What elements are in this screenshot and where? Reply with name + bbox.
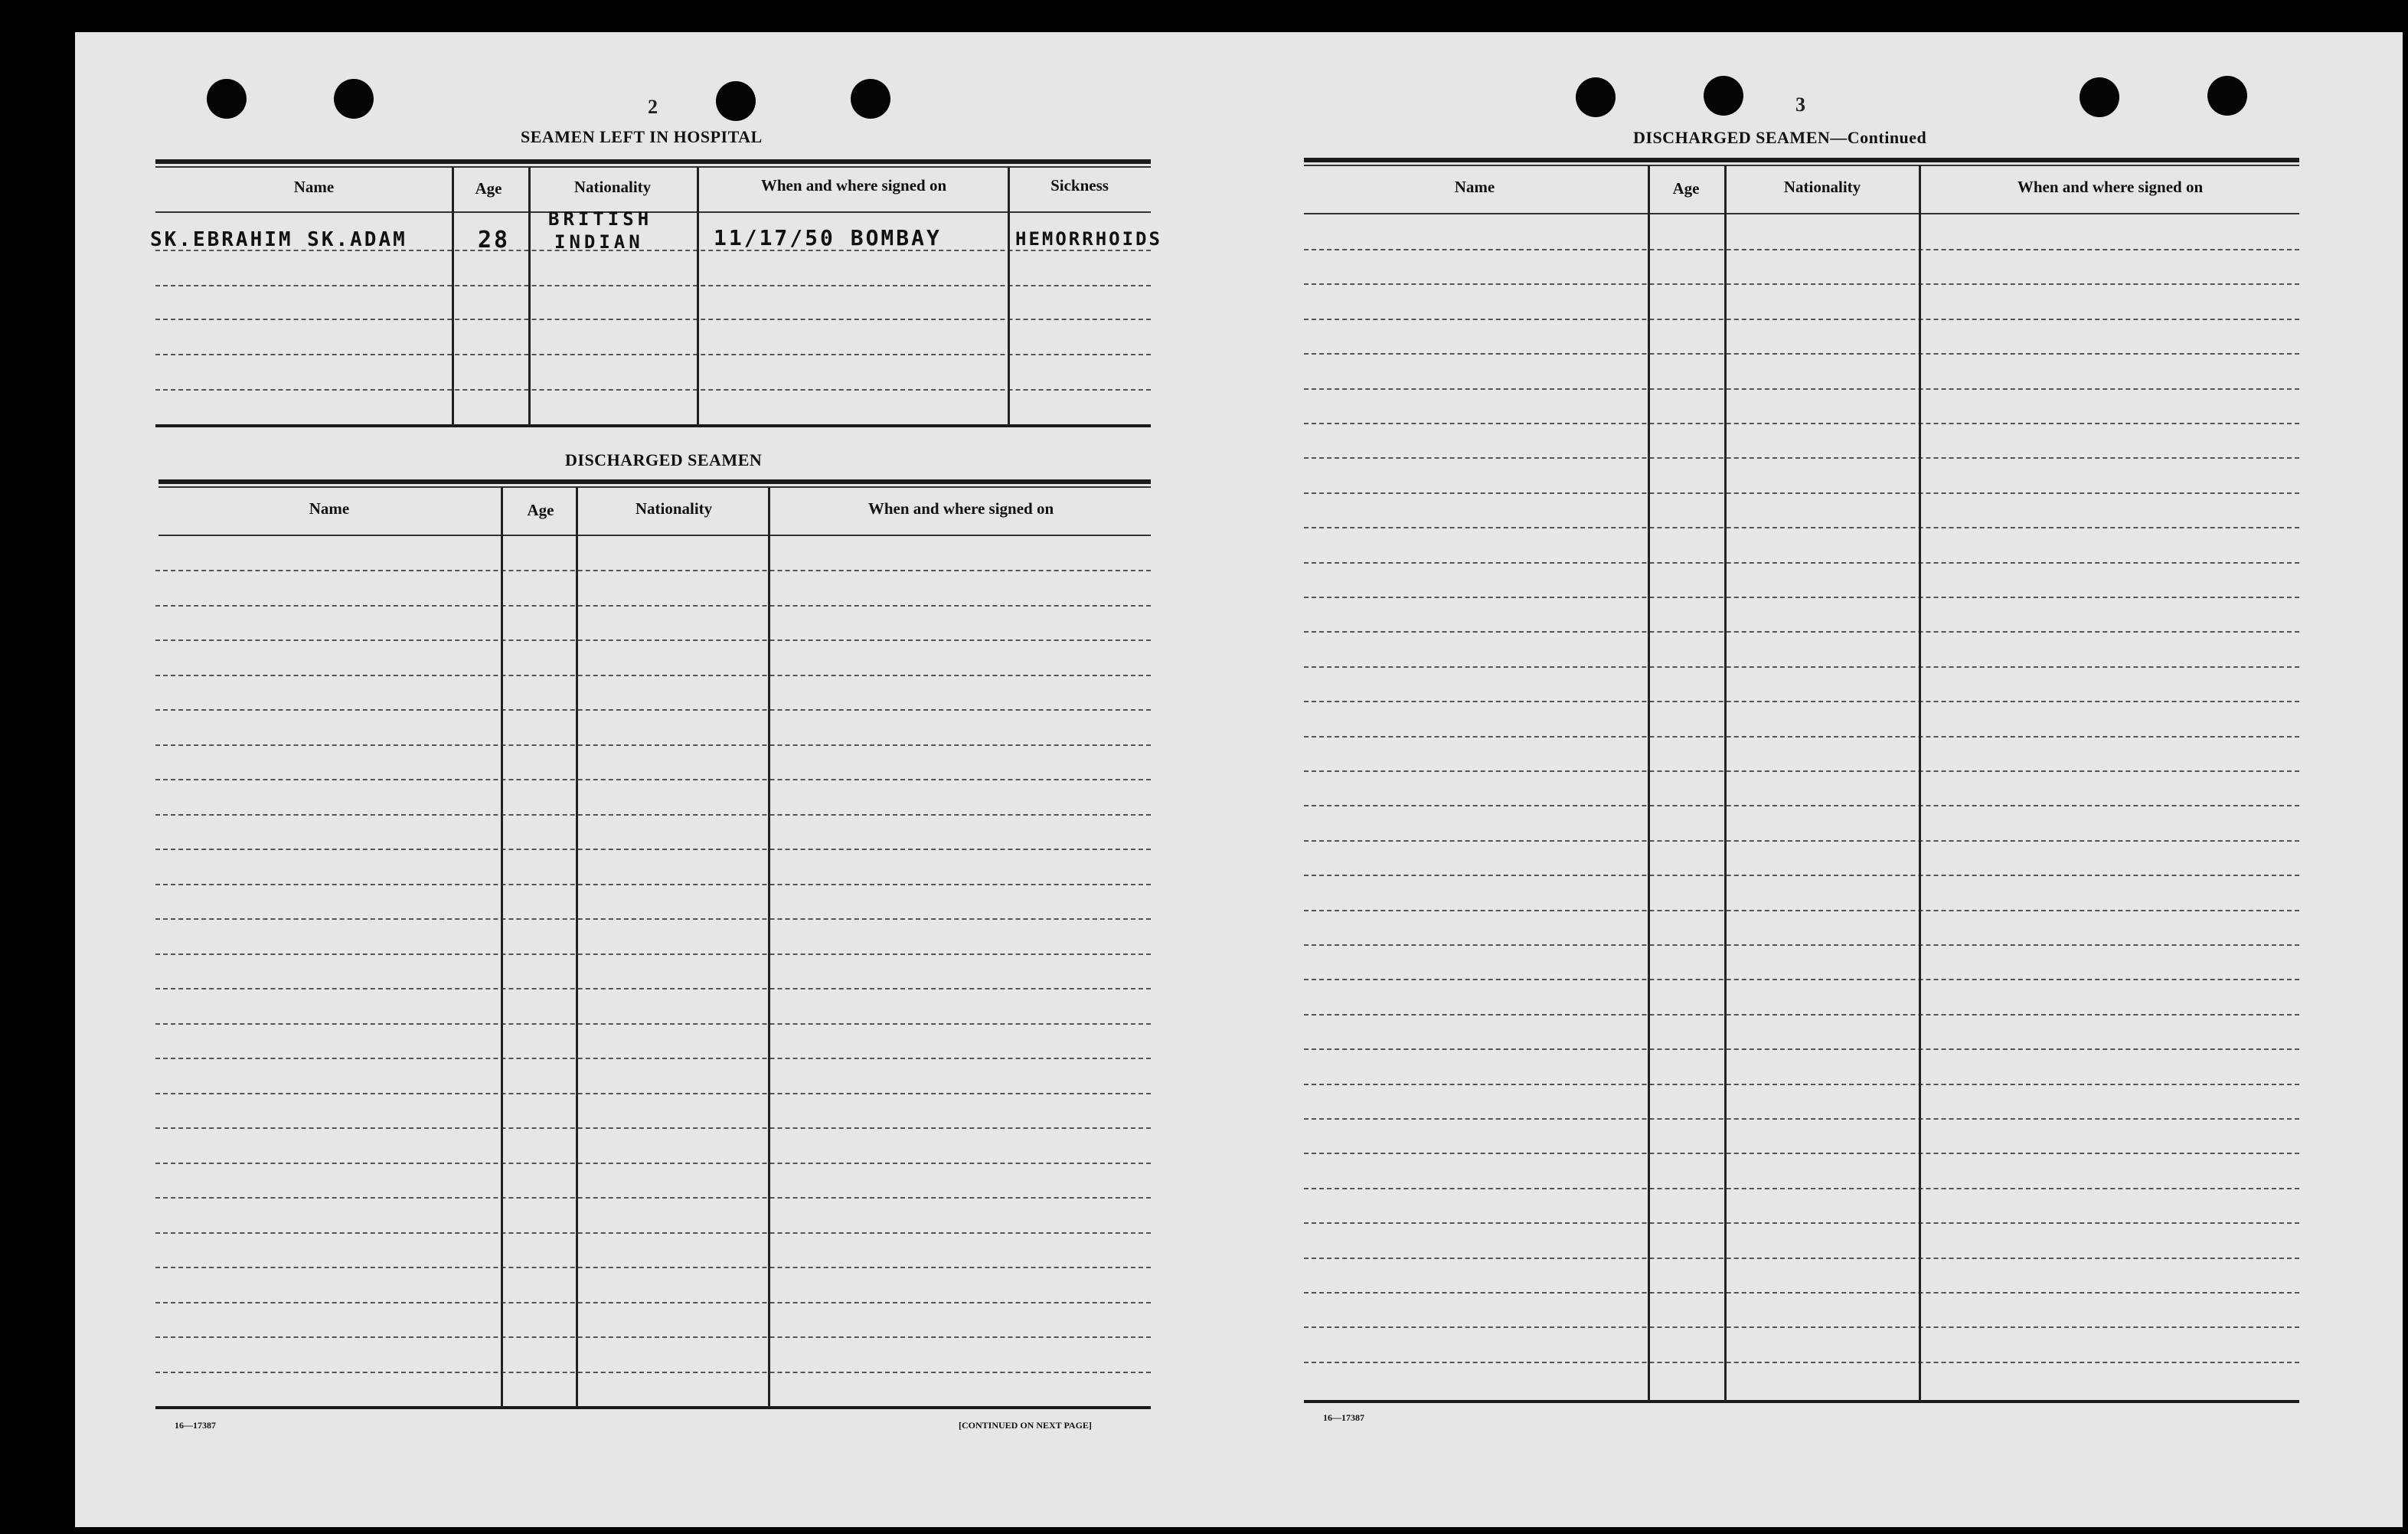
- table-row-line: [1304, 283, 2299, 285]
- hospital-table-top-rule-2: [155, 166, 1151, 168]
- table-row-line: [155, 1197, 1151, 1199]
- table-row-line: [155, 988, 1151, 989]
- table-row-line: [1304, 666, 2299, 668]
- table-row-line: [155, 1336, 1151, 1338]
- table-row-line: [155, 884, 1151, 885]
- discharged-right-header-signed-on: When and where signed on: [2017, 178, 2204, 196]
- discharged-left-col-divider: [576, 487, 578, 1408]
- page-number-right: 3: [1795, 93, 1805, 116]
- table-row-line: [1304, 423, 2299, 424]
- table-row-line: [1304, 736, 2299, 738]
- table-row-line: [155, 605, 1151, 607]
- hospital-row-line: [155, 319, 1151, 320]
- discharged-right-header-nationality: Nationality: [1783, 178, 1861, 196]
- table-row-line: [1304, 1118, 2299, 1120]
- discharged-right-bottom-rule: [1304, 1400, 2299, 1403]
- discharged-section-title-right: DISCHARGED SEAMEN—Continued: [1633, 128, 1927, 147]
- table-row-line: [1304, 770, 2299, 772]
- punch-hole: [1576, 77, 1616, 117]
- table-row-line: [1304, 944, 2299, 946]
- hospital-col-divider: [697, 167, 699, 426]
- page-number-left: 2: [648, 96, 658, 118]
- discharged-left-top-rule-2: [158, 486, 1151, 488]
- punch-hole: [1704, 76, 1743, 116]
- punch-hole: [2207, 76, 2247, 116]
- discharged-right-header-underline: [1304, 213, 2299, 214]
- table-row-line: [1304, 805, 2299, 806]
- table-row-line: [1304, 492, 2299, 494]
- table-row-line: [155, 709, 1151, 711]
- hospital-header-age: Age: [475, 179, 502, 198]
- table-row-line: [1304, 388, 2299, 390]
- table-row-line: [155, 1267, 1151, 1268]
- discharged-left-header-signed-on: When and where signed on: [867, 499, 1054, 518]
- discharged-right-col-divider: [1648, 165, 1650, 1402]
- table-row-line: [1304, 319, 2299, 320]
- discharged-left-header-name: Name: [309, 499, 350, 518]
- hospital-entry-name: SK.EBRAHIM SK.ADAM: [150, 228, 407, 251]
- discharged-right-header-age: Age: [1672, 179, 1700, 198]
- hospital-row-line: [155, 354, 1151, 355]
- table-row-line: [1304, 1222, 2299, 1224]
- hospital-entry-nationality-1: BRITISH: [548, 208, 653, 230]
- punch-hole: [716, 81, 756, 121]
- hospital-col-divider: [1008, 167, 1010, 426]
- table-row-line: [1304, 562, 2299, 564]
- discharged-right-top-rule: [1304, 158, 2299, 162]
- table-row-line: [1304, 910, 2299, 911]
- hospital-header-nationality: Nationality: [573, 178, 652, 196]
- hospital-section-title: SEAMEN LEFT IN HOSPITAL: [521, 127, 763, 146]
- hospital-header-underline: [155, 211, 1151, 213]
- table-row-line: [1304, 1048, 2299, 1050]
- table-row-line: [155, 570, 1151, 571]
- table-row-line: [1304, 249, 2299, 250]
- table-row-line: [155, 639, 1151, 641]
- hospital-entry-sickness: HEMORRHOIDS: [1015, 228, 1162, 250]
- discharged-left-top-rule: [158, 479, 1151, 484]
- table-row-line: [155, 779, 1151, 780]
- table-row-line: [155, 1093, 1151, 1094]
- footer-continued-note: [CONTINUED ON NEXT PAGE]: [959, 1420, 1092, 1431]
- table-row-line: [155, 814, 1151, 816]
- table-row-line: [155, 1023, 1151, 1025]
- table-row-line: [155, 918, 1151, 920]
- footer-code-right: 16—17387: [1323, 1412, 1364, 1423]
- table-row-line: [1304, 875, 2299, 876]
- discharged-left-header-age: Age: [527, 501, 554, 519]
- hospital-header-name: Name: [293, 178, 335, 196]
- table-row-line: [1304, 1188, 2299, 1189]
- hospital-table-top-rule: [155, 159, 1151, 164]
- table-row-line: [155, 1232, 1151, 1234]
- table-row-line: [155, 1302, 1151, 1303]
- table-row-line: [1304, 1326, 2299, 1328]
- hospital-col-divider: [528, 167, 531, 426]
- table-row-line: [1304, 457, 2299, 459]
- table-row-line: [1304, 979, 2299, 980]
- discharged-left-header-underline: [158, 535, 1151, 536]
- table-row-line: [155, 1058, 1151, 1059]
- discharged-right-top-rule-2: [1304, 165, 2299, 166]
- punch-hole: [2080, 77, 2119, 117]
- hospital-row-line: [155, 389, 1151, 391]
- table-row-line: [1304, 1084, 2299, 1085]
- table-row-line: [1304, 1153, 2299, 1154]
- discharged-left-col-divider: [768, 487, 770, 1408]
- table-row-line: [155, 1163, 1151, 1164]
- hospital-row-line: [155, 285, 1151, 286]
- punch-hole: [207, 79, 247, 119]
- table-row-line: [1304, 701, 2299, 702]
- table-row-line: [1304, 1014, 2299, 1016]
- hospital-col-divider: [452, 167, 454, 426]
- table-row-line: [1304, 527, 2299, 528]
- discharged-left-col-divider: [501, 487, 503, 1408]
- discharged-right-header-name: Name: [1454, 178, 1495, 196]
- table-row-line: [1304, 1362, 2299, 1363]
- footer-code-left: 16—17387: [175, 1420, 216, 1431]
- table-row-line: [155, 675, 1151, 676]
- discharged-section-title-left: DISCHARGED SEAMEN: [565, 450, 763, 469]
- punch-hole: [334, 79, 374, 119]
- discharged-right-col-divider: [1724, 165, 1727, 1402]
- table-row-line: [1304, 840, 2299, 842]
- table-row-line: [155, 849, 1151, 850]
- table-row-line: [155, 744, 1151, 746]
- table-row-line: [1304, 1292, 2299, 1294]
- hospital-entry-signed-on: 11/17/50 BOMBAY: [714, 225, 942, 250]
- hospital-entry-age: 28: [478, 227, 511, 253]
- punch-hole: [851, 79, 890, 119]
- table-row-line: [1304, 353, 2299, 355]
- hospital-row-line: [155, 250, 1151, 251]
- table-row-line: [1304, 1258, 2299, 1259]
- hospital-table-bottom-rule: [155, 424, 1151, 427]
- table-row-line: [155, 1372, 1151, 1373]
- table-row-line: [155, 1127, 1151, 1129]
- table-row-line: [1304, 631, 2299, 633]
- table-row-line: [1304, 597, 2299, 598]
- hospital-entry-nationality-2: INDIAN: [554, 231, 644, 253]
- hospital-header-sickness: Sickness: [1050, 176, 1109, 195]
- discharged-right-col-divider: [1919, 165, 1921, 1402]
- discharged-left-bottom-rule: [155, 1406, 1151, 1409]
- table-row-line: [155, 953, 1151, 955]
- hospital-header-signed-on: When and where signed on: [760, 176, 947, 195]
- discharged-left-header-nationality: Nationality: [635, 499, 713, 518]
